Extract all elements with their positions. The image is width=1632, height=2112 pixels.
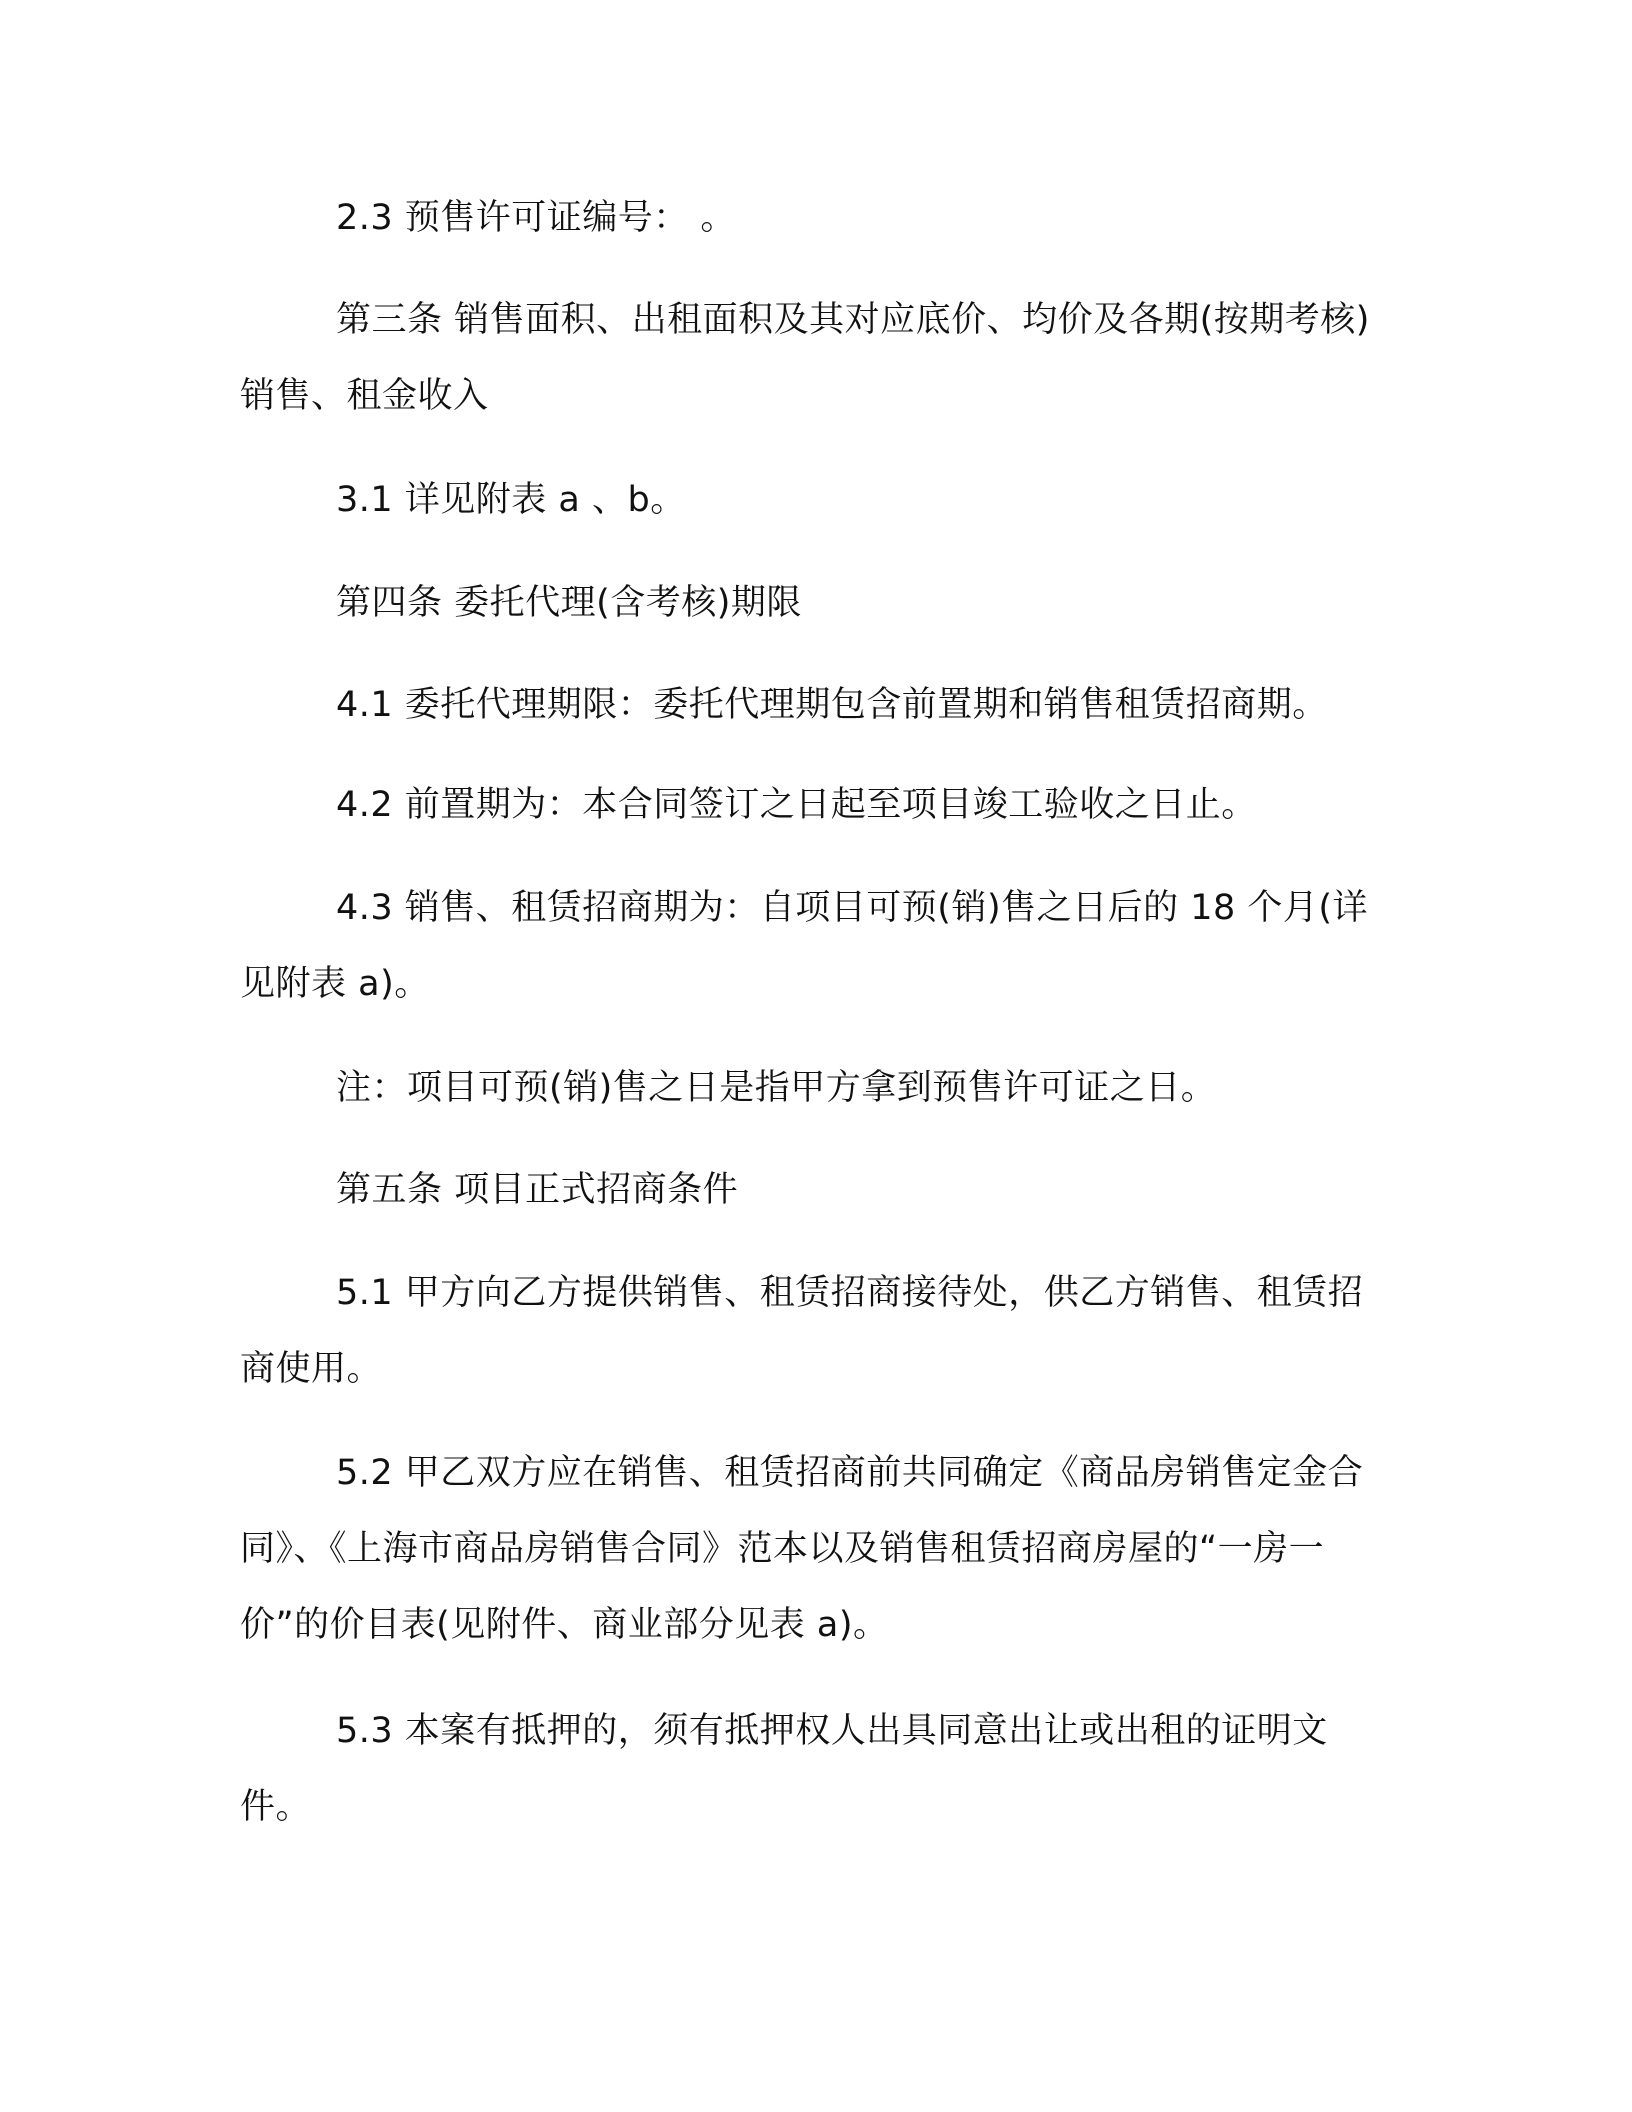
article-5-heading: 第五条 项目正式招商条件 xyxy=(336,1170,739,1210)
clause-5-2: 5.2 甲乙双方应在销售、租赁招商前共同确定《商品房销售定金合同》、《上海市商品房销售合同》范本以及销售租赁招商房屋的“一房一价”的价目表(见附件、商业部分见表 a)。 xyxy=(240,1453,1364,1645)
article-3-heading: 第三条 销售面积、出租面积及其对应底价、均价及各期(按期考核) 销售、租金收入 xyxy=(240,300,1370,416)
article-4-heading: 第四条 委托代理(含考核)期限 xyxy=(336,583,802,623)
clause-5-3: 5.3 本案有抵押的，须有抵押权人出具同意出让或出租的证明文件。 xyxy=(240,1711,1328,1827)
clause-2-3: 2.3 预售许可证编号： 。 xyxy=(336,198,736,238)
clause-5-1: 5.1 甲方向乙方提供销售、租赁招商接待处，供乙方销售、租赁招商使用。 xyxy=(240,1273,1364,1389)
clause-3-1: 3.1 详见附表 a 、b。 xyxy=(336,480,686,520)
clause-4-2: 4.2 前置期为：本合同签订之日起至项目竣工验收之日止。 xyxy=(336,785,1257,825)
note: 注：项目可预(销)售之日是指甲方拿到预售许可证之日。 xyxy=(336,1068,1217,1108)
clause-4-3: 4.3 销售、租赁招商期为：自项目可预(销)售之日后的 18 个月(详见附表 a)。 xyxy=(240,888,1369,1004)
clause-4-1: 4.1 委托代理期限：委托代理期包含前置期和销售租赁招商期。 xyxy=(336,685,1328,725)
